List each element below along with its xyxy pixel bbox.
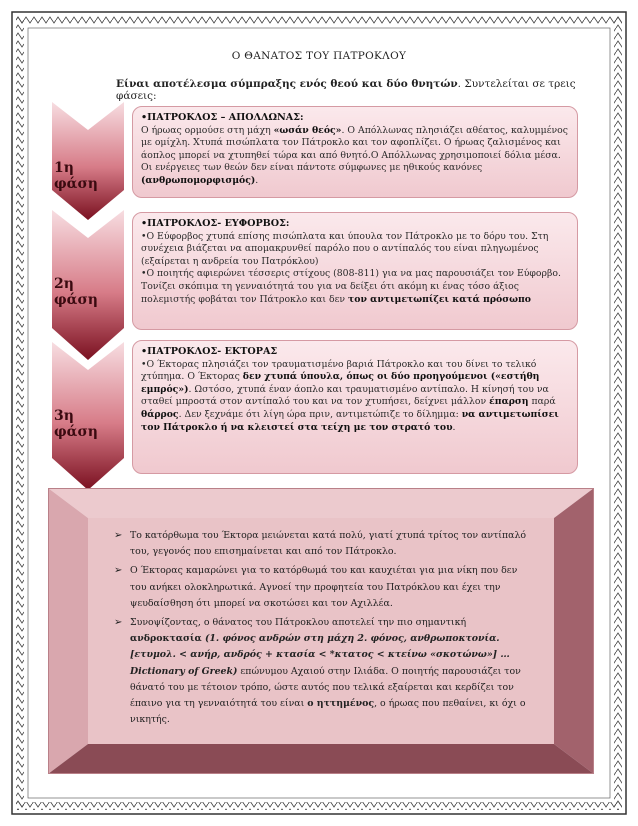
- phase-2-para-2: •Ο ποιητής αφιερώνει τέσσερις στίχους (808-811) για να μας παρουσιάζει τον Εύφορβο. Τονίζει σκόπιμα τη γενναιότητά του για να δείξει ότι ακόμη κι ένας τόσο άξιος πολεμιστής φοβάται τον Πάτροκλο και δεν τον αντιμετωπίζει κατά πρόσωπο: [141, 268, 561, 305]
- intro-text: Είναι αποτέλεσμα σύμπραξης ενός θεού και δύο θνητών. Συντελείται σε τρεις φάσεις:: [116, 78, 576, 102]
- arrow-bullet-icon: ➢: [114, 530, 123, 541]
- list-item: ➢ Συνοψίζοντας, ο θάνατος του Πάτροκλου αποτελεί την πιο σημαντική ανδροκτασία (1. φόνος ανδρών στη μάχη 2. φόνος, ανθρωποκτονία. [ετυμολ. < ανήρ, ανδρός + κτασία < *κτατος < κτείνω «σκοτώνω»] … Dictionary of Greek) επώνυμου Αχαιού στην Ιλιάδα. Ο ποιητής παρουσιάζει τον θάνατό του με τέτοιον τρόπο, ώστε αυτός που τελικά εξαίρεται και κερδίζει τον έπαινο για τη γενναιότητά του είναι ο ηττημένος, ο ήρωας που πεθαίνει, κι όχι ο νικητής.: [114, 617, 526, 726]
- phase-1-box: •ΠΑΤΡΟΚΛΟΣ – ΑΠΟΛΛΩΝΑΣ: Ο ήρωας ορμούσε στη μάχη «ωσάν θεός». Ο Απόλλωνας πλησιάζει αθέατος, καλυμμένος με ομίχλη. Χτυπά πισώπλατα τον Πάτροκλο και τον αφοπλίζει. Ο ήρωας ζαλισμένος και άοπλος μπορεί να χτυπηθεί τώρα και από θνητό.Ο Απόλλωνας χρησιμοποιεί δόλια μέσα. Οι ενέργειες των θεών δεν είναι πάντοτε σύμφωνες με ηθικούς κανόνες (ανθρωπομορφισμός).: [132, 106, 578, 198]
- page-title: Ο ΘΑΝΑΤΟΣ ΤΟΥ ΠΑΤΡΟΚΛΟΥ: [231, 50, 407, 62]
- list-item: ➢ Το κατόρθωμα του Έκτορα μειώνεται κατά πολύ, γιατί χτυπά τρίτος τον αντίπαλό του, γεγονός που επισημαίνεται και από τον Πάτροκλο.: [114, 530, 527, 558]
- phase-3-label: 3η φάση: [54, 408, 98, 440]
- arrow-bullet-icon: ➢: [114, 565, 123, 577]
- phase-1-label: 1η φάση: [54, 160, 98, 192]
- arrow-bullet-icon: ➢: [114, 617, 123, 629]
- phase-1-text: Ο ήρωας ορμούσε στη μάχη «ωσάν θεός». Ο Απόλλωνας πλησιάζει αθέατος, καλυμμένος με ομίχλη. Χτυπά πισώπλατα τον Πάτροκλο και τον αφοπλίζει. Ο ήρωας ζαλισμένος και άοπλος μπορεί να χτυπηθεί τώρα και από θνητό.Ο Απόλλωνας χρησιμοποιεί δόλια μέσα. Οι ενέργειες των θεών δεν είναι πάντοτε σύμφωνες με ηθικούς κανόνες (ανθρωπομορφισμός).: [141, 124, 568, 186]
- summary-bullets: [114, 528, 534, 731]
- phase-3-text: •Ο Έκτορας πλησιάζει τον τραυματισμένο βαριά Πάτροκλο και του δίνει το τελικό χτύπημα. Ο Έκτορας δεν χτυπά ύπουλα, όπως οι δύο προηγούμενοι («εστήθη εμπρός»). Ωστόσο, χτυπά έναν άοπλο και τραυματισμένο αντίπαλο. Η κίνησή του να σταθεί μπροστά στον αντίπαλό του και να τον χτυπήσει, δείχνει μάλλον έπαρση παρά θάρρος. Δεν ξεχνάμε ότι λίγη ώρα πριν, αντιμετώπιζε το δίλημμα: να αντιμετωπίσει τον Πάτροκλο ή να κλειστεί στα τείχη με τον στρατό του.: [141, 358, 559, 433]
- phase-2-para-1: •Ο Εύφορβος χτυπά επίσης πισώπλατα και ύπουλα τον Πάτροκλο με το δόρυ του. Στη συνέχεια βιάζεται να απομακρυνθεί παρόλο που ο αντίπαλός του είναι πληγωμένος (εξαίρεται η ανδρεία του Πατρόκλου): [141, 230, 549, 267]
- list-item: ➢ Ο Έκτορας καμαρώνει για το κατόρθωμά του και καυχιέται για μια νίκη που δεν του ανήκει ολοκληρωτικά. Αγνοεί την προφητεία του Πατρόκλου και έχει την ψευδαίσθηση ότι μπορεί να σκοτώσει και τον Αχιλλέα.: [114, 565, 518, 609]
- phase-2-box: •ΠΑΤΡΟΚΛΟΣ- ΕΥΦΟΡΒΟΣ: •Ο Εύφορβος χτυπά επίσης πισώπλατα και ύπουλα τον Πάτροκλο με το δόρυ του. Στη συνέχεια βιάζεται να απομακρυνθεί παρόλο που ο αντίπαλός του είναι πληγωμένος (εξαίρεται η ανδρεία του Πατρόκλου) •Ο ποιητής αφιερώνει τέσσερις στίχους (808-811) για να μας παρουσιάζει τον Εύφορβο. Τονίζει σκόπιμα τη γενναιότητά του για να δείξει ότι ακόμη κι ένας τόσο άξιος πολεμιστής φοβάται τον Πάτροκλο και δεν τον αντιμετωπίζει κατά πρόσωπο: [132, 212, 578, 330]
- phase-3-box: •ΠΑΤΡΟΚΛΟΣ- ΕΚΤΟΡΑΣ •Ο Έκτορας πλησιάζει τον τραυματισμένο βαριά Πάτροκλο και του δίνει το τελικό χτύπημα. Ο Έκτορας δεν χτυπά ύπουλα, όπως οι δύο προηγούμενοι («εστήθη εμπρός»). Ωστόσο, χτυπά έναν άοπλο και τραυματισμένο αντίπαλο. Η κίνησή του να σταθεί μπροστά στον αντίπαλό του και να τον χτυπήσει, δείχνει μάλλον έπαρση παρά θάρρος. Δεν ξεχνάμε ότι λίγη ώρα πριν, αντιμετώπιζε το δίλημμα: να αντιμετωπίσει τον Πάτροκλο ή να κλειστεί στα τείχη με τον στρατό του.: [132, 340, 578, 474]
- phase-2-label: 2η φάση: [54, 276, 98, 308]
